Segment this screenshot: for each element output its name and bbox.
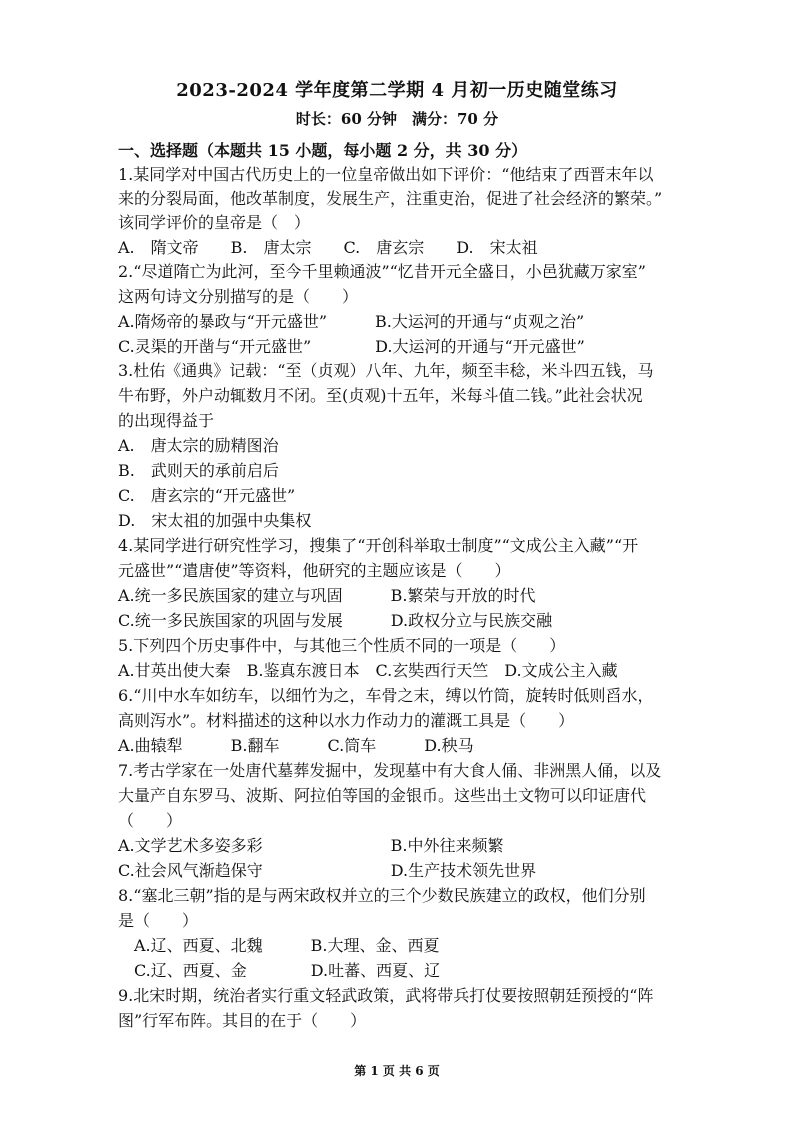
question-text: 8.“塞北三朝”指的是与两宋政权并立的三个少数民族建立的政权，他们分别 [118,886,646,905]
section-heading: 一、选择题（本题共 15 小题，每小题 2 分，共 30 分） [118,141,528,160]
question-text: 牛布野，外户动辄数月不闭。至(贞观)十五年，米每斗值二钱。”此社会状况 [118,386,643,405]
exam-duration-score: 时长：60 分钟 满分：70 分 [295,110,499,128]
answer-options: A.曲辕犁 B.翻车 C.筒车 D.秧马 [118,736,474,755]
question-text: （ ） [118,811,183,830]
question-text: 6.“川中水车如纺车，以细竹为之，车骨之末，缚以竹筒，旋转时低则舀水， [118,686,654,705]
answer-options: A.甘英出使大秦 B.鉴真东渡日本 C.玄奘西行天竺 D.文成公主入藏 [118,661,618,680]
answer-option: A. 唐太宗的励精图治 [118,436,279,455]
question-text: 2.“尽道隋亡为此河，至今千里赖通波”“忆昔开元全盛日，小邑犹藏万家室” [118,262,646,281]
answer-options: A.隋炀帝的暴政与“开元盛世” B.大运河的开通与“贞观之治” [118,312,585,331]
question-text: 的出现得益于 [118,411,215,430]
answer-options: A.辽、西夏、北魏 B.大理、金、西夏 [118,936,440,955]
page-title: 2023-2024 学年度第二学期 4 月初一历史随堂练习 [176,80,618,101]
question-text: 高则泻水”。材料描述的这种以水力作动力的灌溉工具是（ ） [118,711,575,730]
question-text: 该同学评价的皇帝是（ ） [118,213,311,232]
answer-options: C.统一多民族国家的巩固与发展 D.政权分立与民族交融 [118,611,553,630]
answer-options: C.灵渠的开凿与“开元盛世” D.大运河的开通与“开元盛世” [118,337,585,356]
question-text: 1.某同学对中国古代历史上的一位皇帝做出如下评价：“他结束了西晋末年以 [118,165,654,184]
question-text: 3.杜佑《通典》记载：“至（贞观）八年、九年，频至丰稔，米斗四五钱，马 [118,361,654,380]
question-text: 7.考古学家在一处唐代墓葬发掘中，发现墓中有大食人俑、非洲黑人俑，以及 [118,761,662,780]
answer-options: A.统一多民族国家的建立与巩固 B.繁荣与开放的时代 [118,586,536,605]
question-text: 这两句诗文分别描写的是（ ） [118,287,359,306]
question-text: 元盛世”“遣唐使”等资料，他研究的主题应该是（ ） [118,561,511,580]
question-text: 大量产自东罗马、波斯、阿拉伯等国的金银币。这些出土文物可以印证唐代 [118,786,647,805]
answer-options: A.文学艺术多姿多彩 B.中外往来频繁 [118,836,504,855]
answer-options: C.辽、西夏、金 D.吐蕃、西夏、辽 [118,961,441,980]
question-text: 来的分裂局面，他改革制度，发展生产，注重吏治，促进了社会经济的繁荣。” [118,189,663,208]
answer-option: D. 宋太祖的加强中央集权 [118,511,312,530]
question-text: 图”行军布阵。其目的在于（ ） [118,1011,367,1030]
answer-option: C. 唐玄宗的“开元盛世” [118,486,296,505]
answer-options: C.社会风气渐趋保守 D.生产技术领先世界 [118,861,537,880]
question-text: 9.北宋时期，统治者实行重文轻武政策，武将带兵打仗要按照朝廷预授的“阵 [118,986,654,1005]
page-number: 第 1 页 共 6 页 [354,1064,440,1078]
answer-option: B. 武则天的承前启后 [118,461,279,480]
question-text: 是（ ） [118,911,199,930]
question-text: 5.下列四个历史事件中，与其他三个性质不同的一项是（ ） [118,636,566,655]
question-text: 4.某同学进行研究性学习，搜集了“开创科举取士制度”“文成公主入藏”“开 [118,536,639,555]
answer-options: A. 隋文帝 B. 唐太宗 C. 唐玄宗 D. 宋太祖 [118,238,538,257]
